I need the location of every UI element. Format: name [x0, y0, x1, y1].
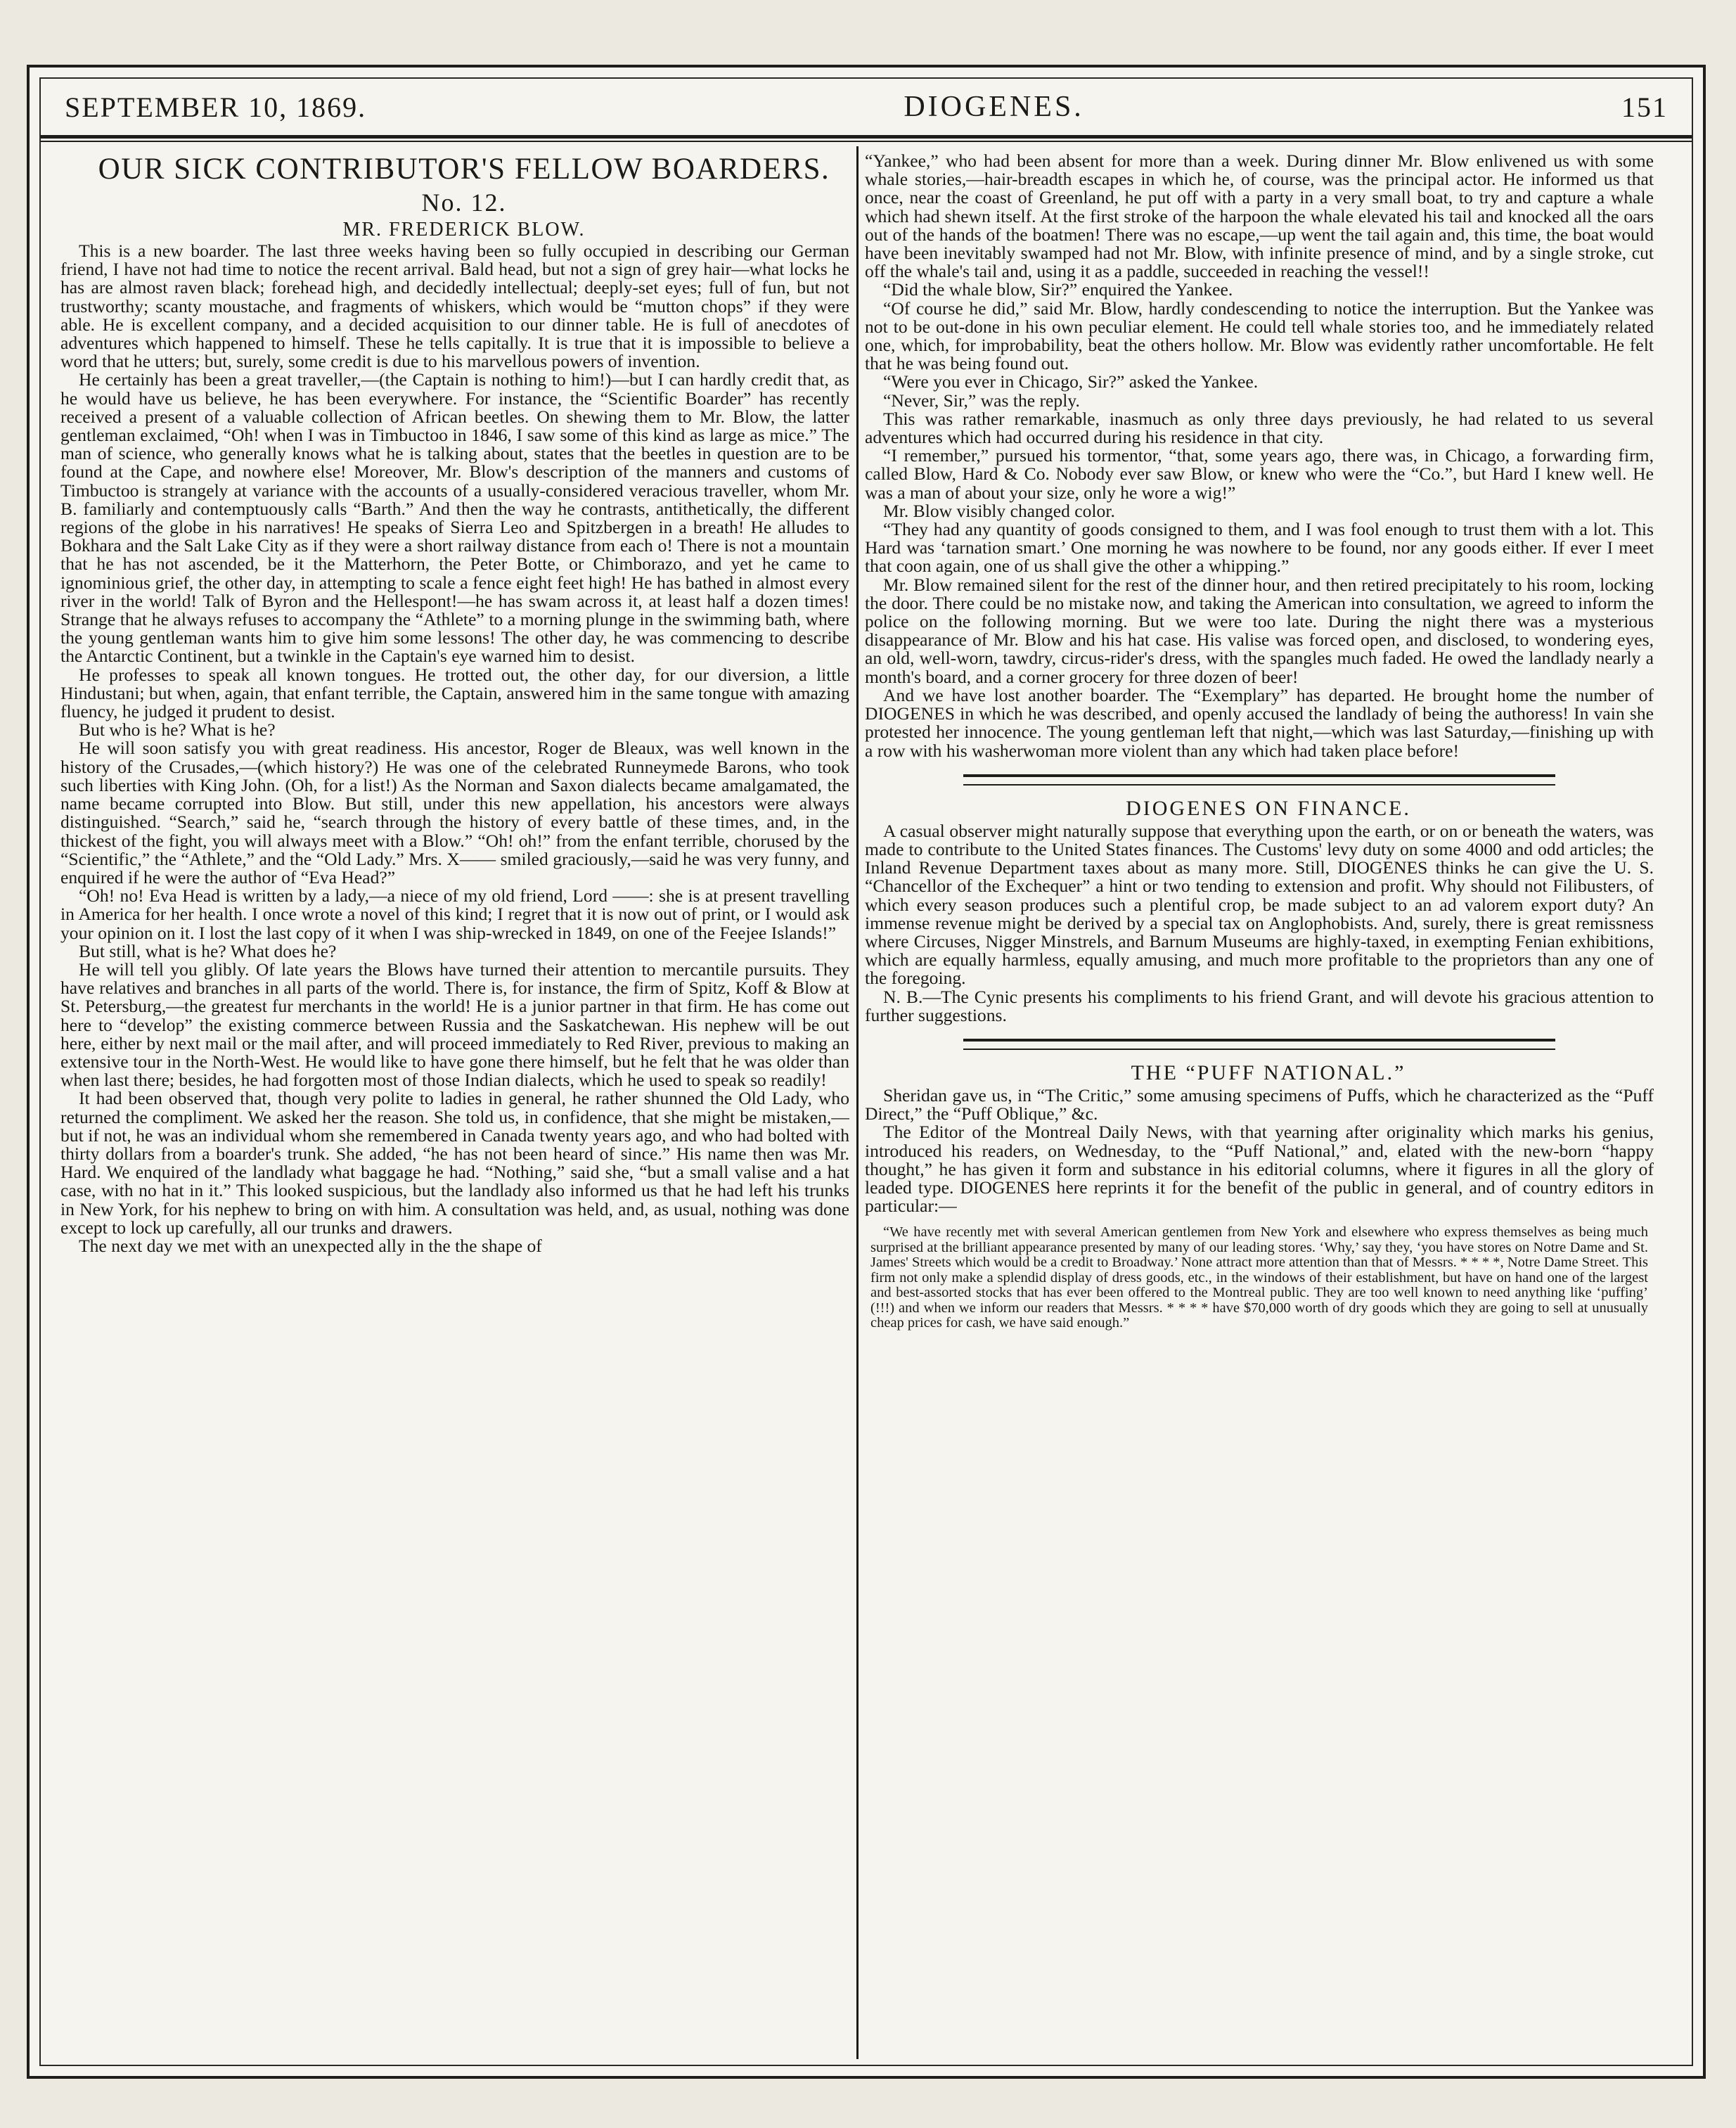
right-column	[865, 152, 1654, 2053]
paragraph: But who is he? What is he?	[79, 719, 276, 741]
paragraph: He certainly has been a great traveller,—(the Captain is nothing to him!)—but I can hardly credit that, as he would have us believe, he has been everywhere. For instance, the “Scientific Boarder” has recently received a present of a valuable collection of African beetles. On shewing them to Mr. Blow, the latter gentleman exclaimed, “Oh! when I was in Timbuctoo in 1846, I saw some of this kind as large as mice.” The man of science, who generally knows what he is talking about, states that the beetles in question are to be found at the Cape, and nowhere else! Moreover, Mr. Blow's description of the manners and customs of Timbuctoo is strangely at variance with the accounts of a usually-considered veracious traveller, whom Mr. B. familiarly and contemptuously calls “Barth.” And then the way he contrasts, antithetically, the different regions of the globe in his narratives! He speaks of Sierra Leo and Spitzbergen in a breath! He alludes to Bokhara and the Salt Lake City as if they were a short railway distance from each o! There is not a mountain that he has not ascended, be it the Matterhorn, the Peter Botte, or Chimborazo, and yet he came to ignominious grief, the other day, in attempting to scale a fence eight feet high! He has bathed in almost every river in the world! Talk of Byron and the Hellespont!—he has swam across it, at least half a dozen times! Strange that he always refuses to accompany the “Athlete” to a morning plunge in the swimming bath, where the young gentleman wants him to give him some lessons! The other day, he was commencing to describe the Antarctic Continent, but a twinkle in the Captain's eye warned him to desist.	[60, 369, 849, 667]
paragraph: “They had any quantity of goods consigned to them, and I was fool enough to trust them with a lot. This Hard was ‘tarnation smart.’ One morning he was nowhere to be found, nor any goods either. If ever I meet that coon again, one of us shall give the other a whipping.”	[865, 519, 1654, 577]
newspaper-page	[27, 65, 1706, 2079]
paragraph: A casual observer might naturally suppose that everything upon the earth, or on or beneath the waters, was made to contribute to the United States finances. The Customs' levy duty on some 4000 and odd articles; the Inland Revenue Department taxes about as many more. Still, DIOGENES thinks he can give the U. S. “Chancellor of the Exchequer” a hint or two tending to extension and profit. Why should not Filibusters, of which every season produces such a plentiful crop, be made subject to an ad valorem export duty? An immense revenue might be derived by a special tax on Anglophobists. And, surely, there is great remissness where Circuses, Nigger Minstrels, and Barnum Museums are highly-taxed, in exempting Fenian exhibitions, which are equally harmless, equally amusing, and much more profitable to the proprietors than any one of the foregoing.	[865, 820, 1654, 989]
left-column	[60, 152, 849, 2053]
paragraph: He will soon satisfy you with great readiness. His ancestor, Roger de Bleaux, was well known in the history of the Crusades,—(which history?) He was one of the celebrated Runneymede Barons, who took such liberties with King John. (Oh, for a list!) As the Norman and Saxon dialects became amalgamated, the name became corrupted into Blow. But still, under this new appellation, his ancestors were always distinguished. “Search,” said he, “search through the history of every battle of these times, and, in the thickest of the fight, you will always meet with a Blow.” “Oh! oh!” from the enfant terrible, chorused by the “Scientific,” the “Athlete,” and the “Old Lady.” Mrs. X—— smiled graciously,—said he was very funny, and enquired if he were the author of “Eva Head?”	[60, 738, 849, 887]
paragraph: N. B.—The Cynic presents his compliments to his friend Grant, and will devote his gracious attention to further suggestions.	[865, 986, 1654, 1025]
paragraph: He will tell you glibly. Of late years the Blows have turned their attention to mercantile pursuits. They have relatives and branches in all parts of the world. There is, for instance, the firm of Spitz, Koff & Blow at St. Petersburg,—the greatest fur merchants in the world! He is a junior partner in that firm. He has come out here to “develop” the existing commerce between Russia and the Saskatchewan. His nephew will be out here, either by next mail or the mail after, and will proceed immediately to Red River, previous to making an extensive tour in the North-West. He would like to have gone there himself, but he felt that he was older than when last there; besides, he had forgotten most of those Indian dialects, which he used to speak so readily!	[60, 959, 849, 1091]
paragraph: “I remember,” pursued his tormentor, “that, some years ago, there was, in Chicago, a forwarding firm, called Blow, Hard & Co. Nobody ever saw Blow, or knew who were the “Co.”, but Hard I knew well. He was a man of about your size, only he wore a wig!”	[865, 445, 1654, 503]
page-frame	[39, 77, 1693, 2066]
paragraph: Sheridan gave us, in “The Critic,” some amusing specimens of Puffs, which he characterized as the “Puff Direct,” the “Puff Oblique,” &c.	[865, 1084, 1654, 1124]
header-page-number: 151	[1621, 91, 1668, 123]
paragraph: He professes to speak all known tongues. He trotted out, the other day, for our diversion, a little Hindustani; but when, again, that enfant terrible, the Captain, answered him in the same tongue with amazing fluency, he judged it prudent to desist.	[60, 664, 849, 722]
paragraph: Mr. Blow remained silent for the rest of the dinner hour, and then retired precipitately to his room, locking the door. There could be no mistake now, and taking the American into consultation, we agreed to inform the police on the following morning. But we were too late. During the night there was a mysterious disappearance of Mr. Blow and his hat case. His valise was forced open, and disclosed, to wondering eyes, an old, well-worn, tawdry, circus-rider's dress, with the spangles much faded. He owed the landlady nearly a month's board, and a corner grocery for three dozen of beer!	[865, 574, 1654, 687]
header-date: SEPTEMBER 10, 1869.	[65, 91, 367, 123]
paragraph: “Did the whale blow, Sir?” enquired the Yankee.	[883, 279, 1233, 300]
paragraph: “Were you ever in Chicago, Sir?” asked the Yankee.	[883, 371, 1259, 392]
paragraph: This is a new boarder. The last three weeks having been so fully occupied in describing our German friend, I have not had time to notice the recent arrival. Bald head, but not a sign of grey hair—what locks he has are almost raven black; forehead high, and decidedly intellectual; deeply-set eyes; full of fun, but not trustworthy; scanty moustache, and fragments of whiskers, which would be “mutton chops” if they were able. He is excellent company, and a decided acquisition to our dinner table. He is full of anecdotes of adventures which happened to himself. These he tells capitally. It is true that it is impossible to believe a word that he utters; but, surely, some credit is due to his marvellous powers of invention.	[60, 241, 849, 372]
section-rule	[963, 1039, 1555, 1050]
paragraph: This was rather remarkable, inasmuch as only three days previously, he had related to us several adventures which had occurred during his residence in that city.	[865, 408, 1654, 448]
paragraph: Mr. Blow visibly changed color.	[883, 500, 1115, 521]
header-rule	[41, 135, 1692, 142]
section-rule	[963, 774, 1555, 786]
paragraph: The next day we met with an unexpected ally in the the shape of	[79, 1235, 542, 1256]
section-title: THE “PUFF NATIONAL.”	[1131, 1060, 1406, 1084]
paragraph: And we have lost another boarder. The “Exemplary” has departed. He brought home the number of DIOGENES in which he was described, and openly accused the landlady of being the authoress! In vain she protested her innocence. The young gentleman left that night,—which was last Saturday,—finishing up with a row with his washerwoman more violent than any which had taken place before!	[865, 684, 1654, 761]
section-title: DIOGENES ON FINANCE.	[1126, 796, 1411, 820]
article-number: No. 12.	[421, 188, 507, 217]
page-header	[41, 79, 1692, 135]
quote-text: “We have recently met with several American gentlemen from New York and elsewhere who express themselves as being much surprised at the brilliant appearance presented by many of our leading stores. ‘Why,’ say they, ‘you have stores on Notre Dame and St. James' Streets which would be a credit to Broadway.’ None attract more attention than that of Messrs. * * * *, Notre Dame Street. This firm not only make a splendid display of dress goods, etc., in the windows of their establishment, but have on hand one of the largest and best-assorted stocks that has ever been offered to the Montreal public. They are too well known to need anything like ‘puffing’ (!!!) and when we inform our readers that Messrs. * * * * have $70,000 worth of dry goods which they are going to sell at unusually cheap prices for cash, we have said enough.”	[870, 1224, 1648, 1331]
column-divider	[856, 146, 859, 2059]
paragraph: The Editor of the Montreal Daily News, with that yearning after originality which marks his genius, introduced his readers, on Wednesday, to the “Puff National,” and, elated with the new-born “happy thought,” he has given it form and substance in his editorial columns, where it figures in all the glory of leaded type. DIOGENES here reprints it for the benefit of the public in general, and of country editors in particular:—	[865, 1122, 1654, 1217]
paragraph: But still, what is he? What does he?	[79, 940, 337, 961]
article-title: OUR SICK CONTRIBUTOR'S FELLOW BOARDERS.	[98, 153, 830, 186]
article-subject: MR. FREDERICK BLOW.	[342, 219, 586, 241]
paragraph: “Yankee,” who had been absent for more than a week. During dinner Mr. Blow enlivened us with some whale stories,—hair-breadth escapes in which he, of course, was the principal actor. He informed us that once, near the coast of Greenland, he put off with a party in a very small boat, to try and capture a whale which had shewn itself. At the first stroke of the harpoon the whale elevated his tail and knocked all the oars out of the hands of the boatmen! There was no escape,—up went the tail again and, this time, the boat would have been inevitably swamped had not Mr. Blow, with infinite presence of mind, and by a single stroke, cut off the whale's tail and, using it as a paddle, succeeded in reaching the vessel!!	[865, 152, 1654, 282]
paragraph: “Never, Sir,” was the reply.	[883, 390, 1080, 411]
paragraph: “Of course he did,” said Mr. Blow, hardly condescending to notice the interruption. But the Yankee was not to be out-done in his own peculiar element. He could tell whale stories too, and he immediately related one, which, for improbability, beat the others hollow. Mr. Blow was evidently rather uncomfortable. He felt that he was being found out.	[865, 297, 1654, 374]
paragraph: It had been observed that, though very polite to ladies in general, he rather shunned the Old Lady, who returned the compliment. We asked her the reason. She told us, in confidence, that she might be mistaken,—but if not, he was an individual whom she remembered in Canada twenty years ago, and who had bolted with thirty dollars from a boarder's trunk. She added, “he has not been heard of since.” His name then was Mr. Hard. We enquired of the landlady what baggage he had. “Nothing,” said she, “but a small valise and a hat case, with no hat in it.” This looked suspicious, but the landlady also informed us that he had left his trunks in New York, for his nephew to bring on with him. A consultation was held, and, as usual, nothing was done except to lock up carefully, all our trunks and drawers.	[60, 1088, 849, 1238]
quoted-excerpt	[870, 1225, 1648, 1331]
paragraph: “Oh! no! Eva Head is written by a lady,—a niece of my old friend, Lord ——: she is at present travelling in America for her health. I once wrote a novel of this kind; I regret that it is now out of print, or I would ask your opinion on it. I lost the last copy of it when I was ship-wrecked in 1849, on one of the Feejee Islands!”	[60, 885, 849, 943]
header-title: DIOGENES.	[904, 91, 1084, 123]
